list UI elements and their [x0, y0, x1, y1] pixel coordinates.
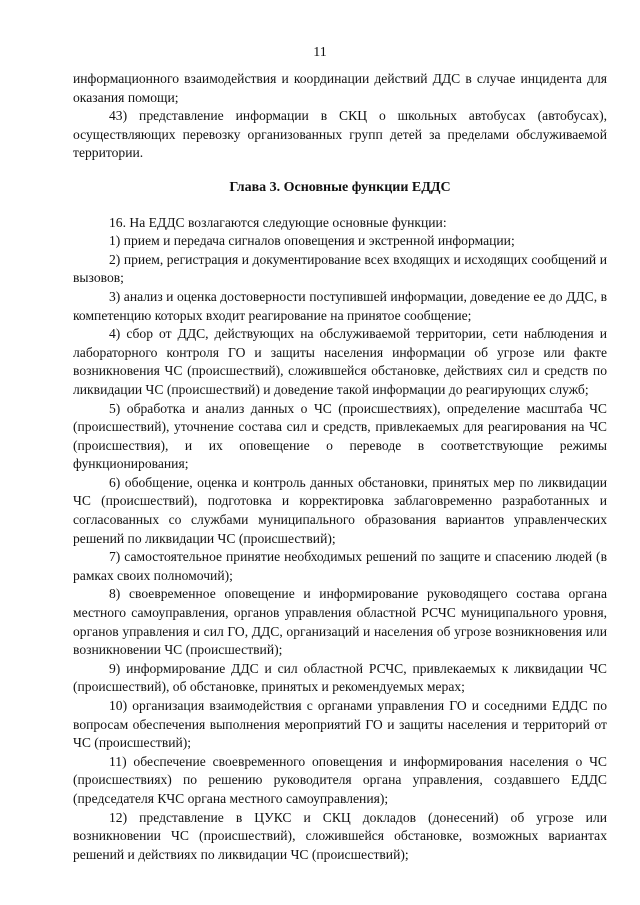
function-item-4: 4) сбор от ДДС, действующих на обслуживаемой территории, сети наблюдения и лабораторного контроля ГО и защиты населения информации об угрозе или факте возникновения ЧС (происшествий), сложившейся обстановке, действиях сил и средств по ликвидации ЧС (происшествий) и доведение такой информации до реагирующих служб;	[73, 326, 607, 397]
function-item-12: 12) представление в ЦУКС и СКЦ докладов (донесений) об угрозе или возникновении ЧС (происшествий), сложившейся обстановке, возможных вариантах решений и действиях по ликвидации ЧС (происшествий);	[73, 809, 607, 862]
functions-intro: 16. На ЕДДС возлагаются следующие основные функции:	[109, 214, 447, 230]
function-item-8: 8) своевременное оповещение и информирование руководящего состава органа местного самоуправления, органов управления областной РСЧС муниципального уровня, органов управления и сил ГО, ДДС, организаций и населения об угрозе возникновения или возникновении ЧС (происшествий);	[73, 586, 607, 658]
function-item-1: 1) прием и передача сигналов оповещения и экстренной информации;	[109, 233, 515, 249]
paragraph: информационного взаимодействия и координации действий ДДС в случае инцидента для оказания помощи;	[73, 71, 607, 105]
function-item-2: 2) прием, регистрация и документирование всех входящих и исходящих сообщений и вызовов;	[73, 251, 607, 286]
function-item-11: 11) обеспечение своевременного оповещения и информирования населения о ЧС (происшествиях) по решению руководителя органа управления, создавшего ЕДДС (председателя КЧС органа местного самоуправления);	[73, 753, 607, 806]
chapter-title: Глава 3. Основные функции ЕДДС	[229, 179, 451, 195]
function-item-10: 10) организация взаимодействия с органами управления ГО и соседними ЕДДС по вопросам обеспечения выполнения мероприятий ГО и защиты населения и территорий от ЧС (происшествий);	[73, 698, 607, 751]
function-item-9: 9) информирование ДДС и сил областной РСЧС, привлекаемых к ликвидации ЧС (происшествий), об обстановке, принятых и рекомендуемых мерах;	[73, 660, 607, 695]
page-number: 11	[313, 45, 327, 60]
document-body	[73, 70, 607, 864]
function-item-6: 6) обобщение, оценка и контроль данных обстановки, принятых мер по ликвидации ЧС (происшествий), подготовка и корректировка заблаговременно разработанных и согласованных со службами муниципального образования вариантов управленческих решений по ликвидации ЧС (происшествий);	[73, 474, 607, 546]
paragraph: 43) представление информации в СКЦ о школьных автобусах (автобусах), осуществляющих перевозку организованных групп детей за пределами обслуживаемой территории.	[73, 108, 607, 161]
function-item-3: 3) анализ и оценка достоверности поступившей информации, доведение ее до ДДС, в компетенцию которых входит реагирование на принятое сообщение;	[73, 288, 607, 323]
function-item-5: 5) обработка и анализ данных о ЧС (происшествиях), определение масштаба ЧС (происшествий), уточнение состава сил и средств, привлекаемых для реагирования на ЧС (происшествия), и их оповещение о переводе в соответствующие режимы функционирования;	[73, 400, 607, 472]
function-item-7: 7) самостоятельное принятие необходимых решений по защите и спасению людей (в рамках своих полномочий);	[73, 549, 607, 583]
